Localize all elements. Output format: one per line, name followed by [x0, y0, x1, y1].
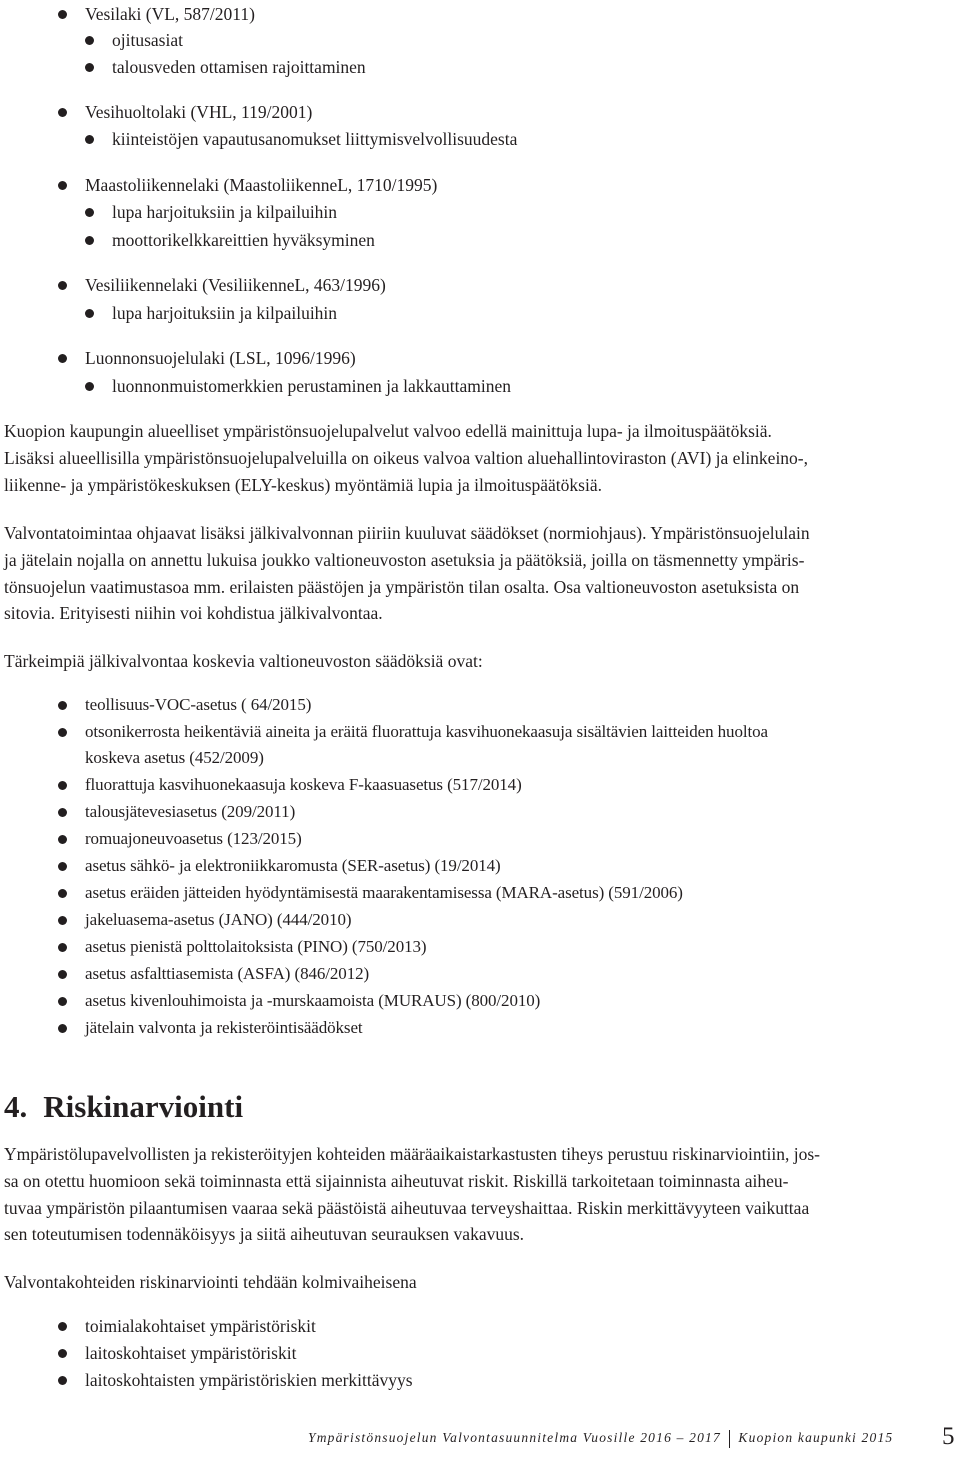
bullet-icon [85, 236, 94, 245]
bullet-icon [85, 63, 94, 72]
section-title: Riskinarviointi [43, 1089, 244, 1124]
law-subitem-text: lupa harjoituksiin ja kilpailuihin [112, 202, 338, 222]
law-title: Vesilaki (VL, 587/2011) [85, 4, 255, 24]
regulation-text: asetus kivenlouhimoista ja -murskaamoista (MURAUS) (800/2010) [85, 991, 541, 1010]
bullet-icon [58, 808, 67, 817]
page-footer [308, 1424, 893, 1452]
page-number: 5 [942, 1423, 955, 1450]
regulation-text: jakeluasema-asetus (JANO) (444/2010) [85, 910, 352, 929]
law-subitem-text: talousveden ottamisen rajoittaminen [112, 57, 366, 77]
text-line: tuvaa ympäristön pilaantumisen vaaraa sekä päästöistä aiheutuvaa terveyshaittaa. Riskin merkittävyyteen vaikuttaa [4, 1197, 810, 1218]
bullet-icon [58, 181, 67, 190]
text-line: tönsuojelun vaatimustasoa mm. erilaisten päästöjen ja ympäristön tilan osalta. Osa valtioneuvoston asetuksista on [4, 576, 800, 597]
bullet-icon [58, 1322, 67, 1331]
text-line: Kuopion kaupungin alueelliset ympäristönsuojelupalvelut valvoo edellä mainittuja lupa- ja ilmoituspäätöksiä. [4, 421, 772, 441]
bullet-icon [58, 701, 67, 710]
law-title: Maastoliikennelaki (MaastoliikenneL, 1710/1995) [85, 175, 438, 195]
bullet-icon [85, 309, 94, 318]
bullet-icon [85, 135, 94, 144]
law-subitem-text: lupa harjoituksiin ja kilpailuihin [112, 303, 338, 323]
text-line: ja jätelain nojalla on annettu lukuisa joukko valtioneuvoston asetuksia ja päätöksiä, joilla on täsmennetty ympäris- [4, 549, 805, 570]
bullet-icon [58, 781, 67, 790]
text-line: Valvontatoimintaa ohjaavat lisäksi jälkivalvonnan piiriin kuuluvat säädökset (normiohjaus). Ympäristönsuojelulain [4, 523, 810, 543]
footer-publisher: Kuopion kaupunki 2015 [738, 1430, 894, 1445]
regulation-text: jätelain valvonta ja rekisteröintisäädökset [85, 1018, 363, 1037]
footer-document-title: Ympäristönsuojelun Valvontasuunnitelma Vuosille 2016 – 2017 [308, 1430, 721, 1445]
paragraph-regulations-intro [4, 648, 938, 675]
regulation-text: asetus sähkö- ja elektroniikkaromusta (SER-asetus) (19/2014) [85, 856, 501, 875]
text-line: Tärkeimpiä jälkivalvontaa koskevia valtioneuvoston säädöksiä ovat: [4, 651, 483, 671]
law-subitem-text: kiinteistöjen vapautusanomukset liittymisvelvollisuudesta [112, 129, 518, 149]
law-title: Luonnonsuojelulaki (LSL, 1096/1996) [85, 348, 356, 368]
bullet-icon [85, 208, 94, 217]
paragraph-supervision [4, 418, 938, 498]
bullet-icon [58, 916, 67, 925]
bullet-icon [58, 281, 67, 290]
risk-text: laitoskohtaisten ympäristöriskien merkittävyys [85, 1370, 413, 1390]
regulation-text: otsonikerrosta heikentäviä aineita ja eräitä fluorattuja kasvihuonekaasuja sisältävien laitteiden huoltoa [85, 722, 768, 741]
paragraph-risk-assessment [4, 1141, 938, 1248]
footer-divider [729, 1430, 731, 1448]
regulation-text: asetus asfalttiasemista (ASFA) (846/2012) [85, 964, 370, 983]
regulation-text: talousjätevesiasetus (209/2011) [85, 802, 296, 821]
section-number: 4. [4, 1089, 28, 1124]
regulation-text: teollisuus-VOC-asetus ( 64/2015) [85, 695, 312, 714]
bullet-icon [58, 970, 67, 979]
text-line: sitovia. Erityisesti niihin voi kohdistua jälkivalvontaa. [4, 603, 383, 624]
bullet-icon [58, 354, 67, 363]
text-line: Valvontakohteiden riskinarviointi tehdään kolmivaiheisena [4, 1272, 417, 1292]
law-subitem-text: luonnonmuistomerkkien perustaminen ja lakkauttaminen [112, 376, 512, 396]
text-line: sen toteutumisen todennäköisyys ja siitä aiheutuvan seurauksen vakavuus. [4, 1224, 525, 1245]
bullet-icon [85, 382, 94, 391]
law-title: Vesihuoltolaki (VHL, 119/2001) [85, 102, 313, 122]
text-line: liikenne- ja ympäristökeskuksen (ELY-keskus) myöntämiä lupia ja ilmoituspäätöksiä. [4, 474, 602, 495]
text-line: sa on otettu huomioon sekä toiminnasta että sijainnista aiheutuvat riskit. Riskillä tarkoitetaan toiminnasta aiheu- [4, 1170, 789, 1191]
bullet-icon [58, 1376, 67, 1385]
regulation-text: koskeva asetus (452/2009) [85, 748, 264, 767]
regulation-text: fluorattuja kasvihuonekaasuja koskeva F-kaasuasetus (517/2014) [85, 775, 522, 794]
bullet-icon [58, 835, 67, 844]
law-title: Vesiliikennelaki (VesiliikenneL, 463/1996) [85, 275, 386, 295]
section-heading [4, 1083, 243, 1131]
regulation-text: romuajoneuvoasetus (123/2015) [85, 829, 302, 848]
risk-text: toimialakohtaiset ympäristöriskit [85, 1316, 316, 1336]
law-subitem-text: ojitusasiat [112, 30, 183, 50]
bullet-icon [58, 10, 67, 19]
bullet-icon [58, 108, 67, 117]
text-line: Lisäksi alueellisilla ympäristönsuojelupalveluilla on oikeus valvoa valtion aluehallintoviraston (AVI) ja elinkeino-, [4, 447, 809, 468]
bullet-icon [58, 728, 67, 737]
bullet-icon [58, 943, 67, 952]
bullet-icon [85, 36, 94, 45]
bullet-icon [58, 997, 67, 1006]
bullet-icon [58, 1024, 67, 1033]
regulation-text: asetus eräiden jätteiden hyödyntämisestä maarakentamisessa (MARA-asetus) (591/2006) [85, 883, 683, 902]
paragraph-normative-guidance [4, 520, 938, 627]
bullet-icon [58, 1349, 67, 1358]
regulation-text: asetus pienistä polttolaitoksista (PINO) (750/2013) [85, 937, 427, 956]
risk-text: laitoskohtaiset ympäristöriskit [85, 1343, 297, 1363]
bullet-icon [58, 889, 67, 898]
law-subitem-text: moottorikelkkareittien hyväksyminen [112, 230, 375, 250]
bullet-icon [58, 862, 67, 871]
text-line: Ympäristölupavelvollisten ja rekisteröityjen kohteiden määräaikaistarkastusten tiheys perustuu riskinarviointiin, jos- [4, 1144, 820, 1164]
paragraph-risk-phases [4, 1269, 938, 1296]
